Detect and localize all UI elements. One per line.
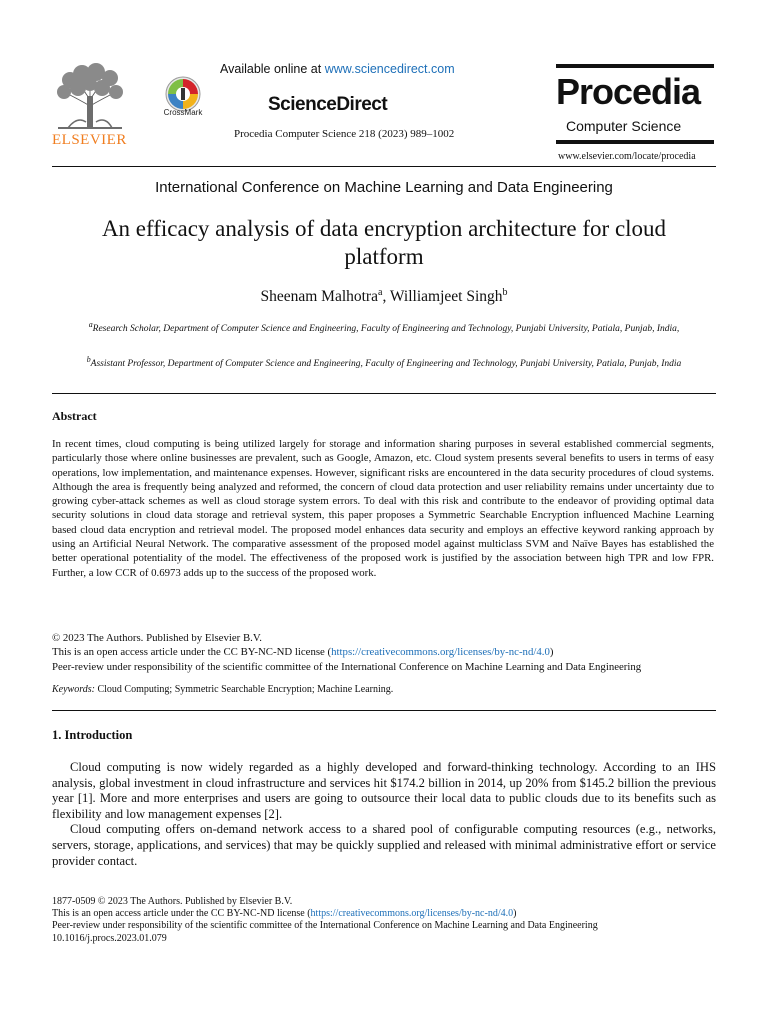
abstract-heading: Abstract (52, 409, 97, 423)
keywords-text: Cloud Computing; Symmetric Searchable Encryption; Machine Learning. (94, 684, 394, 695)
introduction-body (52, 760, 716, 869)
journal-citation: Procedia Computer Science 218 (2023) 989–1002 (234, 128, 455, 140)
sciencedirect-link[interactable]: www.sciencedirect.com (324, 62, 455, 76)
license-link[interactable]: https://creativecommons.org/licenses/by-nc-nd/4.0 (331, 646, 550, 659)
section-heading-introduction: 1. Introduction (52, 728, 133, 742)
author-list (0, 287, 768, 306)
abstract-top-divider (52, 393, 716, 394)
affiliation-a (60, 318, 708, 337)
copyright-block (52, 631, 716, 674)
affiliation-marker: b (86, 355, 91, 364)
doi-line[interactable]: 10.1016/j.procs.2023.01.079 (52, 932, 167, 944)
footer-license-suffix: ) (513, 908, 517, 920)
abstract-body: In recent times, cloud computing is being utilized largely for storage and information sharing purposes in several established commercial segments, particularly those where online businesses are prevalent, such as Google, Amazon, etc. Cloud system presents several benefits to users in terms of easy operations, low implementation, and maintenance expenses. However, significant risks are encountered in the data security procedures of cloud systems. Although the area is frequently being analyzed and reformed, the concern of cloud data protection and user reliability remains under uncertainty due to growing cyber-attack schemes as well as cloud storage system errors. To deal with this risk and contribute to the endeavor of providing optimal data security solutions in cloud data storage and retrieval system, this paper proposes a Symmetric Searchable Encryption influenced Machine Learning based cloud data encryption and retrieval model. The proposed model enhances data security and employs an effective keyword ranking approach by using an Artificial Neural Network. The comparative assessment of the proposed model against multiclass SVM and Naïve Bayes has established the better operational potentiality of the model. The effectiveness of the proposed work is justified by the association between high TPR and low FPR. Further, a low CCR of 0.6973 adds up to the success of the proposed work. (52, 438, 714, 579)
author-separator: , (382, 288, 390, 306)
author-affil-marker: a (377, 287, 383, 298)
affiliation-marker: a (88, 320, 93, 329)
procedia-subtitle: Computer Science (566, 118, 682, 134)
elsevier-wordmark: ELSEVIER (52, 132, 127, 148)
header-divider (52, 166, 716, 167)
affiliation-b (60, 353, 708, 372)
page-footer (52, 896, 716, 945)
footer-license-prefix: This is an open access article under the CC BY-NC-ND license ( (52, 908, 311, 920)
license-prefix: This is an open access article under the CC BY-NC-ND license ( (52, 646, 332, 659)
crossmark-label: CrossMark (163, 108, 203, 117)
paragraph: Cloud computing offers on-demand network access to a shared pool of configurable computing resources (e.g., networks, servers, storage, applications, and services) that may be quickly supplied and released with minimal administrative effort or service provider contact. (52, 822, 716, 868)
keywords-label: Keywords: (52, 684, 95, 695)
license-line (52, 645, 716, 659)
keywords-line (52, 684, 716, 695)
author-name: Williamjeet Singh (389, 288, 503, 306)
footer-peer-review: Peer-review under responsibility of the scientific committee of the International Conference on Machine Learning and Data Engineering (52, 920, 598, 932)
license-suffix: ) (549, 646, 554, 659)
procedia-logo-box (556, 64, 714, 144)
available-prefix: Available online at (220, 62, 325, 76)
procedia-url[interactable]: www.elsevier.com/locate/procedia (558, 151, 696, 162)
procedia-title: Procedia (556, 71, 701, 112)
issn-line: 1877-0509 © 2023 The Authors. Published by Elsevier B.V. (52, 896, 293, 907)
affiliation-text: Assistant Professor, Department of Computer Science and Engineering, Faculty of Engineering and Technology, Punjabi University, Patiala, Punjab, India (90, 359, 682, 370)
affiliation-text: Research Scholar, Department of Computer Science and Engineering, Faculty of Engineering and Technology, Punjabi University, Patiala, Punjab, India, (92, 324, 680, 335)
available-online-line (220, 62, 455, 76)
peer-review-line: Peer-review under responsibility of the scientific committee of the International Conference on Machine Learning and Data Engineering (52, 660, 642, 673)
footer-license-line (52, 908, 716, 920)
author-affil-marker: b (502, 287, 508, 298)
author-name: Sheenam Malhotra (260, 288, 378, 306)
copyright-line: © 2023 The Authors. Published by Elsevier B.V. (52, 632, 262, 644)
footer-license-link[interactable]: https://creativecommons.org/licenses/by-nc-nd/4.0 (310, 908, 514, 920)
paper-title: An efficacy analysis of data encryption architecture for cloud platform (101, 216, 667, 269)
abstract-bottom-divider (52, 710, 716, 711)
sciencedirect-logo: ScienceDirect (268, 94, 388, 115)
conference-name: International Conference on Machine Learning and Data Engineering (155, 179, 613, 196)
paragraph: Cloud computing is now widely regarded as a highly developed and forward-thinking technology. According to an IHS analysis, global investment in cloud infrastructure and services hit $174.2 billion in 2014, up 20% from $145.2 billion the previous year [1]. More and more enterprises and users are going to outsource their local data to public clouds due to its benefits such as flexibility and low management expenses [2]. (52, 760, 716, 821)
